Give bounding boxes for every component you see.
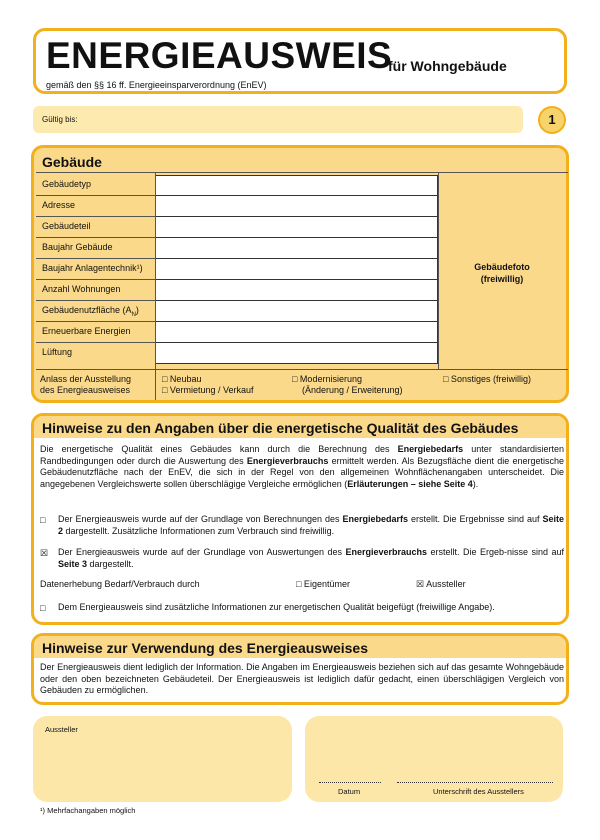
signature-label: Unterschrift des Ausstellers — [433, 787, 524, 796]
signature-box[interactable] — [305, 716, 563, 802]
area-subscript: N — [131, 311, 136, 318]
building-section-title: Gebäude — [42, 154, 102, 170]
text-run: dargestellt. — [87, 558, 134, 569]
area-close: ) — [135, 305, 139, 315]
divider — [36, 369, 568, 370]
validity-field[interactable] — [33, 106, 523, 133]
row-label: Adresse — [42, 200, 76, 210]
building-section — [31, 145, 569, 403]
ventilation-field[interactable] — [155, 342, 438, 364]
text-run: erstellt. Die Ergeb-nisse sind auf — [427, 547, 565, 557]
text-run: dargestellt. Zusätzliche Informationen zum Verbrauch sind freiwillig. — [63, 525, 335, 536]
photo-optional-label: (freiwillig) — [480, 274, 524, 284]
text-run: Die energetische Qualität eines Gebäudes kann durch die Berechnung des — [40, 444, 398, 454]
title-block — [33, 28, 567, 94]
date-line — [319, 782, 381, 783]
demand-checkbox[interactable]: □ — [40, 515, 46, 525]
usage-notes-text: Der Energieausweis dient lediglich der Information. Die Angaben im Energieausweis beziehen sich auf das gesamte Wohngebäude oder den oben bezeichneten Gebäudeteil. Der Energieausweis ist lediglich dafür gedacht, einen überschlägigen Vergleich von Gebäuden zu ermöglichen. — [40, 662, 564, 695]
issuer-box[interactable] — [33, 716, 292, 802]
text-run: unter standardisierten Randbedingungen oder durch die Auswertung des — [40, 444, 564, 466]
divider — [36, 279, 156, 280]
footnote: ¹) Mehrfachangaben möglich — [40, 806, 136, 815]
text-run-bold: Energiebedarfs — [342, 514, 409, 524]
issue-reason-label — [40, 374, 131, 396]
text-run: ). — [472, 478, 479, 489]
row-label: Anzahl Wohnungen — [42, 284, 121, 294]
photo-placeholder[interactable] — [438, 175, 566, 369]
document-subtitle: für Wohngebäude — [388, 58, 507, 74]
demand-option-text — [58, 514, 564, 537]
photo-label: Gebäudefoto — [474, 262, 530, 272]
page-number-badge: 1 — [538, 106, 566, 134]
additional-info-checkbox[interactable]: □ — [40, 603, 46, 613]
text-run-bold: Seite 3 — [58, 558, 88, 569]
text-run: erstellt. Die Ergebnisse sind auf — [408, 514, 543, 524]
issuer-checkbox[interactable]: ☒ Aussteller — [416, 579, 466, 589]
text-run-bold: Energiebedarfs — [397, 444, 464, 454]
text-run-bold: Energieverbrauchs — [246, 455, 329, 466]
signature-line — [397, 782, 553, 783]
renewables-field[interactable] — [155, 321, 438, 343]
address-field[interactable] — [155, 195, 438, 217]
issuer-label: Aussteller — [45, 725, 78, 734]
text-run-bold: Erläuterungen – siehe Seite 4 — [347, 478, 473, 489]
consumption-checkbox[interactable]: ☒ — [40, 548, 49, 558]
quality-notes-titlebar — [34, 416, 566, 438]
text-run-bold: Energieverbrauchs — [345, 547, 428, 557]
option-new-build[interactable]: □ Neubau — [162, 374, 202, 384]
row-label — [42, 305, 139, 318]
divider — [36, 258, 156, 259]
divider — [155, 172, 156, 369]
usage-notes-titlebar — [34, 636, 566, 658]
building-type-field[interactable] — [155, 175, 438, 196]
year-systems-field[interactable] — [155, 258, 438, 280]
quality-notes-title: Hinweise zu den Angaben über die energetische Qualität des Gebäudes — [42, 420, 519, 436]
year-built-field[interactable] — [155, 237, 438, 259]
divider — [36, 237, 156, 238]
option-modernisation-detail: (Änderung / Erweiterung) — [302, 385, 403, 395]
option-rent-sale[interactable]: □ Vermietung / Verkauf — [162, 385, 254, 395]
additional-info-text: Dem Energieausweis sind zusätzliche Informationen zur energetischen Qualität beigefügt (freiwillige Angabe). — [58, 602, 495, 612]
row-label: Gebäudetyp — [42, 179, 92, 189]
text-run: ermittelt werden. Als Bezugsfläche dient die energetische Gebäudenutzfläche nach der EnEV, die sich in der Regel von den allgemeinen Wohnflächenangaben unterscheidet. Die angegebenen Vergleichswerte sollen überschlägige Vergleiche ermöglichen ( — [40, 455, 564, 489]
validity-label: Gültig bis: — [42, 115, 78, 124]
usable-area-field[interactable] — [155, 300, 438, 322]
text-run: Der Energieausweis wurde auf der Grundlage von Berechnungen des — [58, 514, 343, 524]
text-run-bold: Seite 2 — [58, 514, 564, 536]
date-label: Datum — [338, 787, 361, 796]
owner-checkbox[interactable]: □ Eigentümer — [296, 579, 350, 589]
apartments-field[interactable] — [155, 279, 438, 301]
building-part-field[interactable] — [155, 216, 438, 238]
issue-reason-line2: des Energieausweises — [40, 385, 131, 395]
row-label: Gebäudeteil — [42, 221, 91, 231]
divider — [36, 195, 156, 196]
divider — [36, 300, 156, 301]
consumption-option-text — [58, 547, 564, 570]
text-run: Der Energieausweis wurde auf der Grundlage von Auswertungen des — [58, 547, 346, 557]
row-label: Baujahr Gebäude — [42, 242, 113, 252]
divider — [36, 172, 568, 173]
row-label: Erneuerbare Energien — [42, 326, 131, 336]
quality-notes-section — [31, 413, 569, 625]
option-modernisation[interactable]: □ Modernisierung — [292, 374, 362, 384]
issue-reason-line1: Anlass der Ausstellung — [40, 374, 132, 384]
row-label: Lüftung — [42, 347, 73, 357]
data-survey-label: Datenerhebung Bedarf/Verbrauch durch — [40, 579, 200, 589]
document-title: ENERGIEAUSWEIS — [46, 35, 393, 76]
divider — [155, 369, 156, 400]
usage-notes-title: Hinweise zur Verwendung des Energieausweises — [42, 640, 369, 656]
row-label: Baujahr Anlagentechnik¹) — [42, 263, 143, 273]
area-label: Gebäudenutzfläche (A — [42, 305, 132, 315]
divider — [36, 342, 156, 343]
quality-intro-text — [40, 444, 564, 490]
usage-notes-section — [31, 633, 569, 705]
legal-basis: gemäß den §§ 16 ff. Energieeinsparverordnung (EnEV) — [46, 80, 267, 90]
divider — [36, 321, 156, 322]
divider — [36, 216, 156, 217]
option-other[interactable]: □ Sonstiges (freiwillig) — [443, 374, 531, 384]
